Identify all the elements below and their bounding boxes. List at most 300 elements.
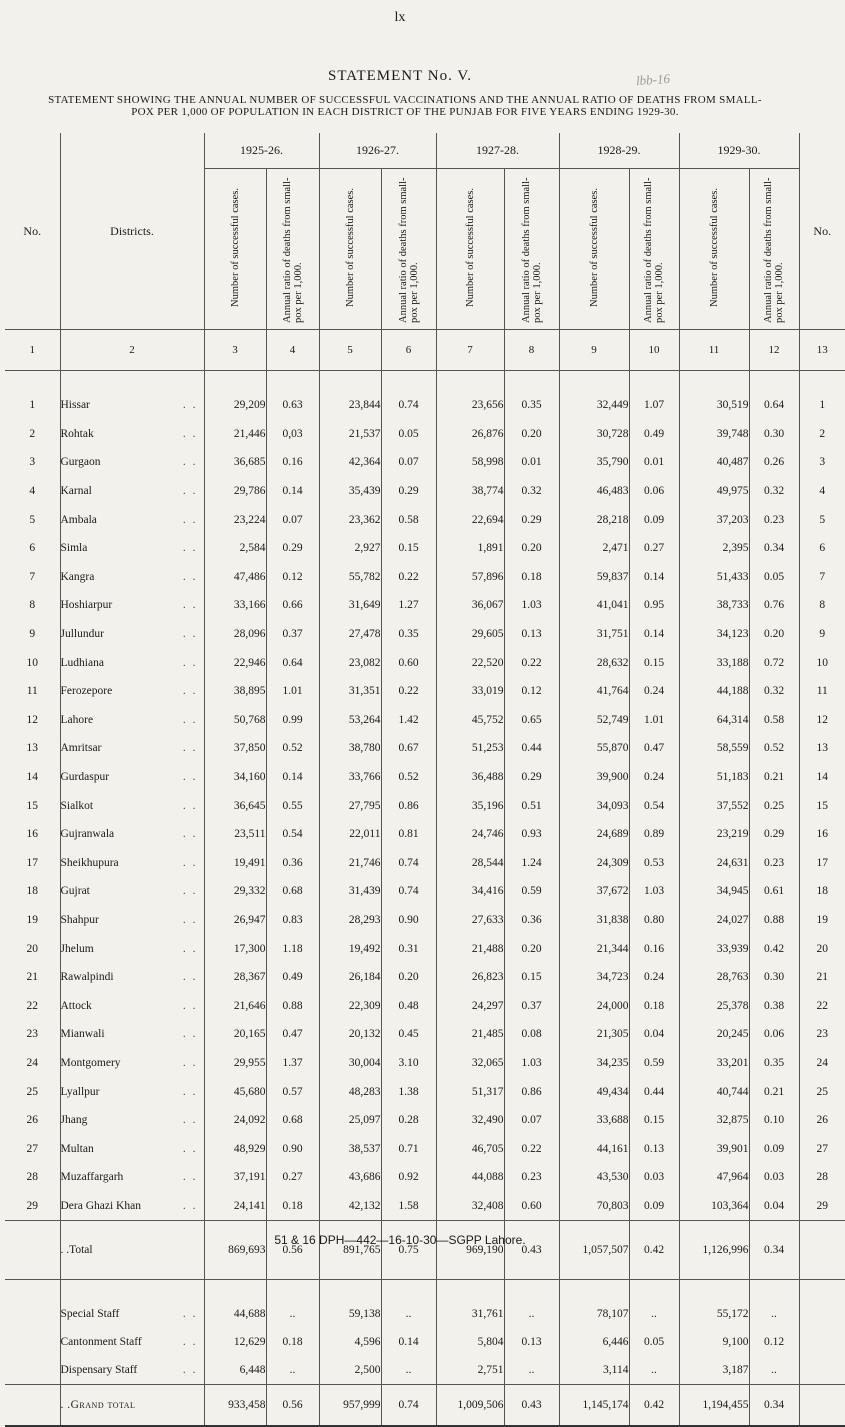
row-number: 2 — [29, 427, 36, 440]
cases-cell: 33,166 — [204, 591, 266, 620]
ratio-cell: 0.54 — [266, 820, 319, 849]
ratio-cell: 0.09 — [629, 1192, 679, 1221]
cases-cell: 42,364 — [319, 448, 381, 477]
row-number: 28 — [26, 1171, 38, 1184]
cases-cell: 24,141 — [204, 1192, 266, 1221]
row-number-right: 17 — [799, 849, 845, 878]
cases-cell: 34,945 — [679, 877, 749, 906]
row-label: Grand total — [70, 1399, 136, 1412]
ratio-cell: 0.68 — [266, 1106, 319, 1135]
row-label-cell — [60, 1385, 204, 1427]
column-number-row — [5, 330, 845, 371]
printer-footer: 51 & 16 DPH—442—16-10-30—SGPP Lahore. — [274, 1233, 526, 1247]
column-number: 11 — [679, 330, 749, 371]
district-cell — [60, 1077, 204, 1106]
ratio-cell: 0.14 — [266, 477, 319, 506]
leader-dots: . . — [182, 513, 198, 526]
ratio-cell: 0.56 — [266, 1385, 319, 1427]
leader-dots: . . — [182, 742, 198, 755]
district-name: Kangra — [60, 570, 95, 583]
cases-cell: 38,895 — [204, 677, 266, 706]
cases-cell: 28,367 — [204, 963, 266, 992]
sub-header-ratio: Annual ratio of deaths from small-pox per 1,000. — [381, 169, 436, 330]
blank-cell — [5, 1221, 60, 1280]
cases-cell: 3,187 — [679, 1356, 749, 1385]
blank-cell — [5, 1385, 60, 1427]
ratio-cell: 0.53 — [629, 849, 679, 878]
district-name: Jhang — [60, 1114, 88, 1127]
cases-cell: 28,632 — [559, 648, 629, 677]
ratio-cell: 0.66 — [266, 591, 319, 620]
ratio-cell: 0.27 — [629, 534, 679, 563]
leader-dots: . . — [182, 799, 198, 812]
district-cell — [60, 1049, 204, 1078]
leader-dots: . . — [182, 913, 198, 926]
row-number: 16 — [26, 828, 38, 841]
row-number-right: 16 — [799, 820, 845, 849]
ratio-cell: 0.35 — [749, 1049, 799, 1078]
ratio-cell: 0.67 — [381, 734, 436, 763]
cases-cell: 34,160 — [204, 763, 266, 792]
district-cell — [60, 791, 204, 820]
ratio-cell: 0.64 — [749, 391, 799, 420]
row-number: 22 — [26, 999, 38, 1012]
cases-cell: 37,552 — [679, 791, 749, 820]
ratio-cell: 1.03 — [504, 1049, 559, 1078]
cases-cell: 28,096 — [204, 620, 266, 649]
table-row — [5, 706, 845, 735]
cases-cell: 39,901 — [679, 1134, 749, 1163]
cases-cell: 24,746 — [436, 820, 504, 849]
ratio-cell: 0.92 — [381, 1163, 436, 1192]
cases-cell: 35,196 — [436, 791, 504, 820]
leader-dots: . . — [182, 885, 198, 898]
ratio-cell: 1.01 — [266, 677, 319, 706]
cases-cell: 37,191 — [204, 1163, 266, 1192]
sub-header-cases: Number of successful cases. — [204, 169, 266, 330]
district-cell — [60, 963, 204, 992]
ratio-cell: .. — [629, 1300, 679, 1328]
ratio-cell: 0.44 — [504, 734, 559, 763]
cases-cell: 35,439 — [319, 477, 381, 506]
district-name: Gurdaspur — [60, 771, 110, 784]
cases-cell: 33,766 — [319, 763, 381, 792]
table-row — [5, 963, 845, 992]
cases-cell: 39,900 — [559, 763, 629, 792]
district-name: Karnal — [60, 485, 92, 498]
leader-dots: . . — [182, 1364, 198, 1377]
ratio-cell: .. — [749, 1300, 799, 1328]
cases-cell: 27,633 — [436, 906, 504, 935]
leader-dots: . . — [182, 856, 198, 869]
ratio-cell: 0.54 — [629, 791, 679, 820]
blank-cell — [204, 1280, 266, 1301]
cases-cell: 27,795 — [319, 791, 381, 820]
ratio-cell: 0.18 — [629, 991, 679, 1020]
ratio-cell: 0.22 — [381, 677, 436, 706]
cases-cell: 48,283 — [319, 1077, 381, 1106]
cases-cell: 55,870 — [559, 734, 629, 763]
cases-cell: 30,004 — [319, 1049, 381, 1078]
table-row — [5, 620, 845, 649]
ratio-cell: 1.24 — [504, 849, 559, 878]
ratio-cell: 0.12 — [749, 1328, 799, 1356]
cases-cell: 43,530 — [559, 1163, 629, 1192]
ratio-cell: 0.26 — [749, 448, 799, 477]
ratio-cell: 0.15 — [629, 1106, 679, 1135]
row-number-right: 26 — [799, 1106, 845, 1135]
cases-cell: 28,218 — [559, 505, 629, 534]
cases-cell: 44,088 — [436, 1163, 504, 1192]
cases-cell: 51,253 — [436, 734, 504, 763]
cases-cell: 25,378 — [679, 991, 749, 1020]
ratio-cell: 0.74 — [381, 391, 436, 420]
blank-cell — [799, 1328, 845, 1356]
cases-cell: 23,656 — [436, 391, 504, 420]
cases-cell: 29,209 — [204, 391, 266, 420]
ratio-cell: 0.59 — [504, 877, 559, 906]
ratio-cell: 0.01 — [504, 448, 559, 477]
blank-cell — [60, 1280, 204, 1301]
ratio-cell: .. — [629, 1356, 679, 1385]
blank-cell — [799, 1280, 845, 1301]
leader-dots: . . — [182, 1199, 198, 1212]
ratio-cell: 0.30 — [749, 963, 799, 992]
leader-dots: . . — [182, 828, 198, 841]
cases-cell: 41,041 — [559, 591, 629, 620]
grand-total-row — [5, 1385, 845, 1427]
ratio-cell: 0.09 — [749, 1134, 799, 1163]
ratio-cell: 0.13 — [629, 1134, 679, 1163]
total-row — [5, 1221, 845, 1280]
cases-cell: 38,537 — [319, 1134, 381, 1163]
district-cell — [60, 1192, 204, 1221]
cases-cell: 933,458 — [204, 1385, 266, 1427]
cases-cell: 33,688 — [559, 1106, 629, 1135]
ratio-cell: 0.05 — [749, 563, 799, 592]
staff-row — [5, 1356, 845, 1385]
blank-cell — [749, 1280, 799, 1301]
leader-dots: . . — [182, 399, 198, 412]
ratio-cell: 0.29 — [504, 505, 559, 534]
cases-cell: 51,433 — [679, 563, 749, 592]
blank-cell — [799, 1356, 845, 1385]
row-number: 21 — [26, 971, 38, 984]
ratio-cell: 0.32 — [749, 477, 799, 506]
cases-cell: 47,964 — [679, 1163, 749, 1192]
staff-row — [5, 1300, 845, 1328]
ratio-cell: 0.71 — [381, 1134, 436, 1163]
cases-cell: 43,686 — [319, 1163, 381, 1192]
sub-header-cases: Number of successful cases. — [679, 169, 749, 330]
ratio-cell: 0.34 — [749, 1221, 799, 1280]
cases-cell: 20,165 — [204, 1020, 266, 1049]
ratio-cell: 1.27 — [381, 591, 436, 620]
district-cell — [60, 477, 204, 506]
ratio-cell: 0.48 — [381, 991, 436, 1020]
cases-cell: 1,126,996 — [679, 1221, 749, 1280]
cases-cell: 25,097 — [319, 1106, 381, 1135]
row-number: 3 — [29, 456, 36, 469]
district-cell — [60, 734, 204, 763]
ratio-cell: 0.05 — [381, 420, 436, 449]
ratio-cell: 0.75 — [381, 1221, 436, 1280]
cases-cell: 30,519 — [679, 391, 749, 420]
blank-cell — [5, 1328, 60, 1356]
ratio-cell: 0.29 — [381, 477, 436, 506]
cases-cell: 23,511 — [204, 820, 266, 849]
cases-cell: 24,631 — [679, 849, 749, 878]
cases-cell: 32,408 — [436, 1192, 504, 1221]
row-number: 6 — [29, 542, 36, 555]
cases-cell: 3,114 — [559, 1356, 629, 1385]
sub-header-ratio: Annual ratio of deaths from small-pox per 1,000. — [629, 169, 679, 330]
cases-cell: 64,314 — [679, 706, 749, 735]
cases-cell: 42,132 — [319, 1192, 381, 1221]
ratio-cell: 0.65 — [504, 706, 559, 735]
district-name: Hoshiarpur — [60, 599, 113, 612]
year-header: 1925-26. — [204, 133, 319, 169]
row-number-right: 4 — [799, 477, 845, 506]
ratio-cell: 0.68 — [266, 877, 319, 906]
cases-cell: 22,309 — [319, 991, 381, 1020]
spacer-row — [5, 1280, 845, 1301]
cases-cell: 53,264 — [319, 706, 381, 735]
ratio-cell: 0.20 — [504, 420, 559, 449]
ratio-cell: 1.03 — [504, 591, 559, 620]
cases-cell: 23,844 — [319, 391, 381, 420]
column-number: 6 — [381, 330, 436, 371]
sub-header-ratio: Annual ratio of deaths from small-pox per 1,000. — [749, 169, 799, 330]
district-cell — [60, 849, 204, 878]
leader-dots: . . — [182, 570, 198, 583]
cases-cell: 52,749 — [559, 706, 629, 735]
ratio-cell: 0.34 — [749, 534, 799, 563]
ratio-cell: 0.18 — [266, 1328, 319, 1356]
leader-dots: . . — [182, 656, 198, 669]
cases-cell: 21,646 — [204, 991, 266, 1020]
ratio-cell: 0.09 — [629, 505, 679, 534]
row-label: Special Staff — [60, 1308, 120, 1321]
ratio-cell: .. — [266, 1300, 319, 1328]
cases-cell: 49,434 — [559, 1077, 629, 1106]
row-number: 14 — [26, 771, 38, 784]
cases-cell: 26,876 — [436, 420, 504, 449]
cases-cell: 24,309 — [559, 849, 629, 878]
table-row — [5, 1106, 845, 1135]
cases-cell: 21,488 — [436, 934, 504, 963]
leader-dots: . . — [182, 1028, 198, 1041]
leader-dots: . . — [182, 1114, 198, 1127]
row-number-right: 25 — [799, 1077, 845, 1106]
leader-dots: . . — [182, 1085, 198, 1098]
table-row — [5, 505, 845, 534]
cases-cell: 78,107 — [559, 1300, 629, 1328]
row-number-right: 12 — [799, 706, 845, 735]
cases-cell: 1,009,506 — [436, 1385, 504, 1427]
table-row — [5, 648, 845, 677]
ratio-cell: 0.44 — [629, 1077, 679, 1106]
ratio-cell: 0.51 — [504, 791, 559, 820]
cases-cell: 12,629 — [204, 1328, 266, 1356]
cases-cell: 24,092 — [204, 1106, 266, 1135]
statement-heading: STATEMENT SHOWING THE ANNUAL NUMBER OF SUCCESSFUL VACCINATIONS AND THE ANNUAL RATIO OF DEATHS FROM SMALL-POX PER 1,000 OF POPULATION IN EACH DISTRICT OF THE PUNJAB FOR FIVE YEARS ENDING 1929-30. — [48, 94, 762, 118]
table-row — [5, 849, 845, 878]
cases-cell: 24,027 — [679, 906, 749, 935]
cases-cell: 51,183 — [679, 763, 749, 792]
column-number: 4 — [266, 330, 319, 371]
district-cell — [60, 391, 204, 420]
ratio-cell: 0.25 — [749, 791, 799, 820]
cases-cell: 2,751 — [436, 1356, 504, 1385]
cases-cell: 24,000 — [559, 991, 629, 1020]
leader-dots: . . — [182, 1336, 198, 1349]
blank-cell — [679, 1280, 749, 1301]
ratio-cell: 0.74 — [381, 877, 436, 906]
blank-cell — [559, 1280, 629, 1301]
blank-cell — [5, 1300, 60, 1328]
district-name: Ludhiana — [60, 656, 104, 669]
ratio-cell: 0.58 — [381, 505, 436, 534]
cases-cell: 26,823 — [436, 963, 504, 992]
cases-cell: 23,082 — [319, 648, 381, 677]
cases-cell: 30,728 — [559, 420, 629, 449]
sub-header-ratio: Annual ratio of deaths from small-pox per 1,000. — [266, 169, 319, 330]
table-row — [5, 420, 845, 449]
page-number: lx — [394, 10, 406, 25]
table-row — [5, 877, 845, 906]
sub-header-cases: Number of successful cases. — [559, 169, 629, 330]
ratio-cell: 0.49 — [629, 420, 679, 449]
table-row — [5, 448, 845, 477]
ratio-cell: 0.42 — [629, 1385, 679, 1427]
cases-cell: 51,317 — [436, 1077, 504, 1106]
ratio-cell: 0.22 — [504, 1134, 559, 1163]
cases-cell: 40,744 — [679, 1077, 749, 1106]
leader-dots: . . — [182, 485, 198, 498]
cases-cell: 35,790 — [559, 448, 629, 477]
ratio-cell: 0.89 — [629, 820, 679, 849]
district-name: Jhelum — [60, 942, 94, 955]
table-row — [5, 534, 845, 563]
cases-cell: 19,492 — [319, 934, 381, 963]
cases-cell: 34,723 — [559, 963, 629, 992]
ratio-cell: 1.58 — [381, 1192, 436, 1221]
cases-cell: 46,705 — [436, 1134, 504, 1163]
row-number-right: 10 — [799, 648, 845, 677]
sub-header-cases: Number of successful cases. — [319, 169, 381, 330]
cases-cell: 22,011 — [319, 820, 381, 849]
ratio-cell: 0.29 — [504, 763, 559, 792]
statement-number: STATEMENT No. V. — [328, 68, 472, 84]
cases-cell: 36,685 — [204, 448, 266, 477]
ratio-cell: 0.32 — [504, 477, 559, 506]
district-name: Montgomery — [60, 1056, 121, 1069]
table-row — [5, 906, 845, 935]
ratio-cell: 1.03 — [629, 877, 679, 906]
ratio-cell: 0.72 — [749, 648, 799, 677]
ratio-cell: 0.24 — [629, 677, 679, 706]
ratio-cell: 0.16 — [629, 934, 679, 963]
row-number-right: 28 — [799, 1163, 845, 1192]
cases-cell: 31,751 — [559, 620, 629, 649]
leader-dots: . . — [182, 713, 198, 726]
cases-cell: 31,649 — [319, 591, 381, 620]
row-number-right: 23 — [799, 1020, 845, 1049]
district-cell — [60, 1106, 204, 1135]
cases-cell: 20,132 — [319, 1020, 381, 1049]
cases-cell: 869,693 — [204, 1221, 266, 1280]
row-label: Cantonment Staff — [60, 1336, 142, 1349]
cases-cell: 103,364 — [679, 1192, 749, 1221]
table-row — [5, 1049, 845, 1078]
ratio-cell: 0.52 — [381, 763, 436, 792]
ratio-cell: 0.88 — [749, 906, 799, 935]
cases-cell: 44,688 — [204, 1300, 266, 1328]
ratio-cell: 0.21 — [749, 763, 799, 792]
table-row — [5, 791, 845, 820]
row-number: 18 — [26, 885, 38, 898]
district-name: Sialkot — [60, 799, 94, 812]
district-cell — [60, 706, 204, 735]
leader-dots: . . — [182, 1171, 198, 1184]
ratio-cell: 0.15 — [381, 534, 436, 563]
district-cell — [60, 420, 204, 449]
cases-cell: 28,293 — [319, 906, 381, 935]
row-label-cell — [60, 1356, 204, 1385]
table-row — [5, 991, 845, 1020]
ratio-cell: 0.13 — [504, 1328, 559, 1356]
district-cell — [60, 448, 204, 477]
ratio-cell: 0.29 — [266, 534, 319, 563]
cases-cell: 32,065 — [436, 1049, 504, 1078]
district-cell — [60, 763, 204, 792]
cases-cell: 21,537 — [319, 420, 381, 449]
ratio-cell: 0.60 — [504, 1192, 559, 1221]
table-row — [5, 934, 845, 963]
ratio-cell: 0.90 — [381, 906, 436, 935]
cases-cell: 969,190 — [436, 1221, 504, 1280]
ratio-cell: 0.42 — [629, 1221, 679, 1280]
row-label: Total — [69, 1244, 93, 1257]
row-number-right: 27 — [799, 1134, 845, 1163]
district-cell — [60, 563, 204, 592]
ratio-cell: 0.03 — [749, 1163, 799, 1192]
ratio-cell: 0.93 — [504, 820, 559, 849]
ratio-cell: 1.07 — [629, 391, 679, 420]
cases-cell: 32,490 — [436, 1106, 504, 1135]
cases-cell: 34,123 — [679, 620, 749, 649]
cases-cell: 37,850 — [204, 734, 266, 763]
blank-cell — [266, 1280, 319, 1301]
cases-cell: 32,875 — [679, 1106, 749, 1135]
blank-cell — [381, 1280, 436, 1301]
cases-cell: 27,478 — [319, 620, 381, 649]
ratio-cell: 0.63 — [266, 391, 319, 420]
ratio-cell: 0.36 — [266, 849, 319, 878]
leader-dots: . . — [182, 599, 198, 612]
ratio-cell: 0.80 — [629, 906, 679, 935]
ratio-cell: .. — [749, 1356, 799, 1385]
row-number: 5 — [29, 513, 36, 526]
ratio-cell: 0.15 — [504, 963, 559, 992]
row-number-right: 2 — [799, 420, 845, 449]
cases-cell: 31,351 — [319, 677, 381, 706]
cases-cell: 17,300 — [204, 934, 266, 963]
ratio-cell: 0.20 — [504, 934, 559, 963]
cases-cell: 24,297 — [436, 991, 504, 1020]
ratio-cell: 1.37 — [266, 1049, 319, 1078]
